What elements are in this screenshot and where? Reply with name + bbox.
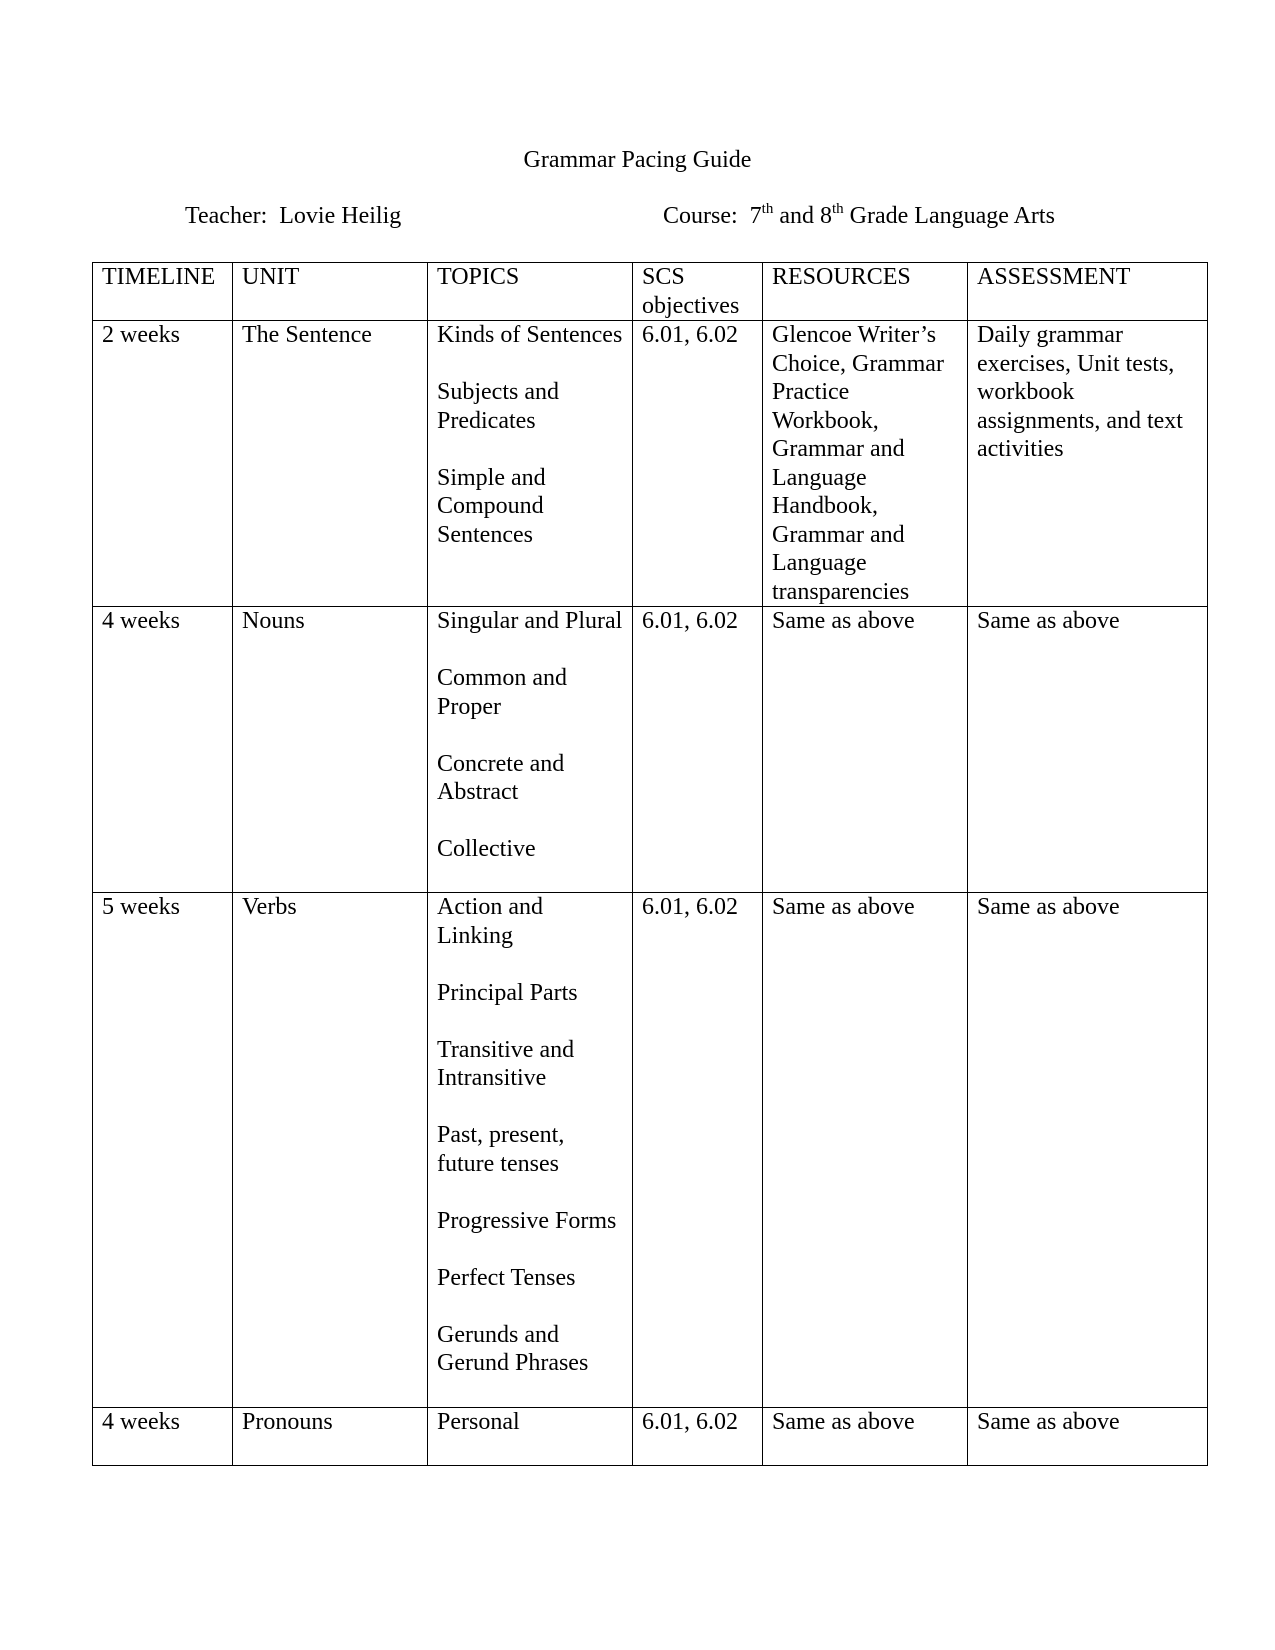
table-header-row	[93, 263, 1208, 321]
cell-topics	[428, 893, 633, 1408]
column-header-assessment: ASSESSMENT	[968, 263, 1208, 321]
cell-assessment: Same as above	[968, 1408, 1208, 1466]
topic-item: Principal Parts	[437, 979, 578, 1006]
pacing-table	[92, 262, 1208, 1466]
topic-item: Personal	[437, 1409, 520, 1435]
cell-unit: Verbs	[233, 893, 428, 1408]
cell-topics	[428, 1408, 633, 1466]
cell-unit: Pronouns	[233, 1408, 428, 1466]
topic-item: Common and Proper	[437, 665, 567, 720]
cell-timeline: 2 weeks	[93, 321, 233, 607]
cell-timeline: 4 weeks	[93, 607, 233, 893]
cell-scs-objectives: 6.01, 6.02	[633, 893, 763, 1408]
topic-item: Singular and Plural	[437, 608, 623, 634]
table-row	[93, 321, 1208, 607]
teacher-label: Teacher:	[185, 203, 268, 229]
topic-item: Past, present, future tenses	[437, 1122, 565, 1177]
cell-unit: Nouns	[233, 607, 428, 893]
topic-item: Gerunds and Gerund Phrases	[437, 1321, 589, 1376]
course-and: and	[779, 203, 814, 229]
column-header-timeline: TIMELINE	[93, 263, 233, 321]
column-header-resources: RESOURCES	[763, 263, 968, 321]
teacher-name: Lovie Heilig	[279, 203, 402, 229]
cell-assessment: Same as above	[968, 607, 1208, 893]
topic-item: Subjects and Predicates	[437, 379, 559, 434]
topic-item: Action and Linking	[437, 894, 543, 949]
course-line	[663, 202, 1055, 230]
cell-scs-objectives: 6.01, 6.02	[633, 607, 763, 893]
document-title: Grammar Pacing Guide	[523, 147, 752, 173]
column-header-topics: TOPICS	[428, 263, 633, 321]
cell-assessment: Daily grammar exercises, Unit tests, workbook assignments, and text activities	[968, 321, 1208, 607]
cell-assessment: Same as above	[968, 893, 1208, 1408]
cell-timeline: 5 weeks	[93, 893, 233, 1408]
cell-resources: Same as above	[763, 893, 968, 1408]
topic-item: Progressive Forms	[437, 1207, 617, 1234]
cell-resources: Same as above	[763, 607, 968, 893]
table-row	[93, 893, 1208, 1408]
cell-topics	[428, 321, 633, 607]
course-rest: Grade Language Arts	[849, 203, 1055, 229]
table-row	[93, 607, 1208, 893]
cell-topics	[428, 607, 633, 893]
cell-resources: Glencoe Writer’s Choice, Grammar Practice Workbook, Grammar and Language Handbook, Grammar and Language transparencies	[763, 321, 968, 607]
cell-timeline: 4 weeks	[93, 1408, 233, 1466]
topic-item: Concrete and Abstract	[437, 750, 565, 805]
course-grade-eight-suffix: th	[832, 201, 844, 217]
cell-resources: Same as above	[763, 1408, 968, 1466]
cell-unit: The Sentence	[233, 321, 428, 607]
topic-item: Transitive and Intransitive	[437, 1036, 575, 1091]
cell-scs-objectives: 6.01, 6.02	[633, 321, 763, 607]
topic-item: Simple and Compound Sentences	[437, 464, 546, 548]
course-grade-eight: 8	[820, 203, 832, 229]
course-label: Course:	[663, 203, 738, 229]
column-header-scs-objectives: SCS objectives	[633, 263, 763, 321]
topic-item: Kinds of Sentences	[437, 322, 623, 348]
course-grade-seven-suffix: th	[761, 201, 774, 217]
topic-item: Collective	[437, 836, 536, 862]
column-header-unit: UNIT	[233, 263, 428, 321]
table-row	[93, 1408, 1208, 1466]
cell-scs-objectives: 6.01, 6.02	[633, 1408, 763, 1466]
topic-item: Perfect Tenses	[437, 1264, 576, 1291]
teacher-line	[185, 202, 401, 230]
course-grade-seven: 7	[749, 203, 762, 229]
